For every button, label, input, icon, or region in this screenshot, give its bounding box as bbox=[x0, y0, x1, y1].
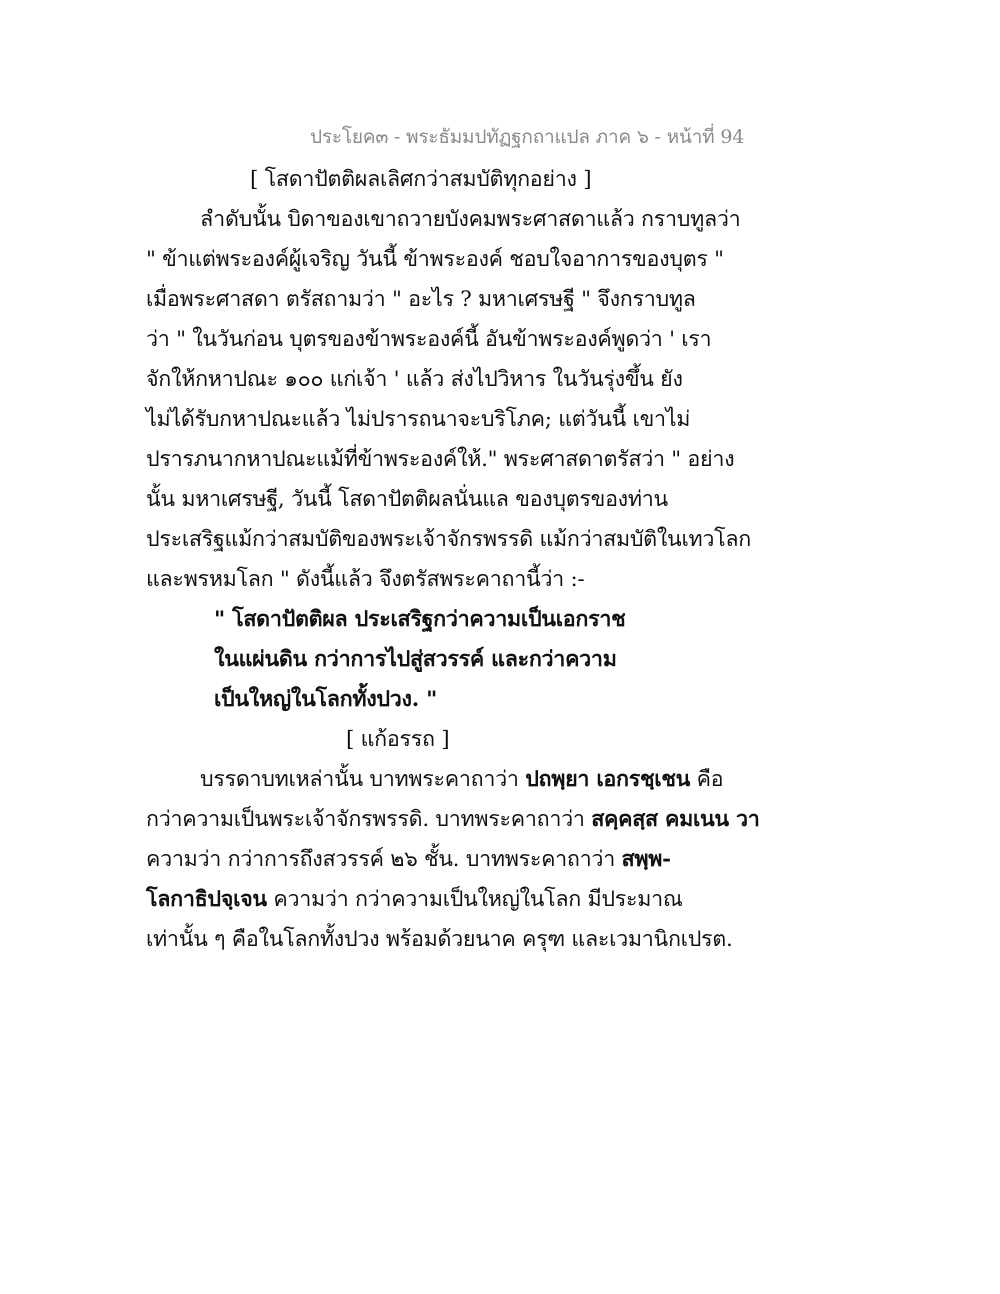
text-run: ความว่า กว่าความเป็นใหญ่ในโลก มีประมาณ bbox=[266, 887, 683, 912]
text-run: ความว่า กว่าการถึงสวรรค์ ๒๖ ชั้น. บาทพระคาถาว่า bbox=[146, 847, 622, 872]
paragraph-line: ว่า " ในวันก่อน บุตรของข้าพระองค์นี้ อันข้าพระองค์พูดว่า ' เรา bbox=[146, 327, 712, 352]
paragraph-line bbox=[200, 762, 723, 796]
paragraph-line: และพรหมโลก " ดังนี้แล้ว จึงตรัสพระคาถานี้ว่า :- bbox=[146, 567, 585, 592]
subheading: [ แก้อรรถ ] bbox=[346, 727, 450, 752]
running-header: ประโยค๓ - พระธัมมปทัฏฐกถาแปล ภาค ๖ - หน้าที่ 94 bbox=[310, 126, 745, 148]
paragraph-line: ปรารภนากหาปณะแม้ที่ข้าพระองค์ให้." พระศาสดาตรัสว่า " อย่าง bbox=[146, 447, 735, 472]
paragraph-line bbox=[146, 842, 671, 876]
paragraph-line bbox=[146, 802, 760, 836]
pali-term: ปถพฺยา เอกรชฺเชน bbox=[525, 767, 691, 792]
text-run: คือ bbox=[690, 767, 724, 792]
verse-line: ในแผ่นดิน กว่าการไปสู่สวรรค์ และกว่าความ bbox=[214, 647, 617, 672]
paragraph-line: เท่านั้น ๆ คือในโลกทั้งปวง พร้อมด้วยนาค ครุฑ และเวมานิกเปรต. bbox=[146, 927, 733, 952]
paragraph-line: เมื่อพระศาสดา ตรัสถามว่า " อะไร ? มหาเศรษฐี " จึงกราบทูล bbox=[146, 287, 696, 312]
pali-term: โลกาธิปจฺเจน bbox=[146, 887, 267, 912]
text-run: บรรดาบทเหล่านั้น บาทพระคาถาว่า bbox=[200, 767, 526, 792]
paragraph-line: " ข้าแต่พระองค์ผู้เจริญ วันนี้ ข้าพระองค์ ชอบใจอาการของบุตร " bbox=[146, 247, 724, 272]
paragraph-line: ประเสริฐแม้กว่าสมบัติของพระเจ้าจักรพรรดิ แม้กว่าสมบัติในเทวโลก bbox=[146, 527, 751, 552]
verse-line: " โสดาปัตติผล ประเสริฐกว่าความเป็นเอกราช bbox=[214, 607, 626, 632]
pali-term: สพฺพ- bbox=[621, 847, 671, 872]
paragraph-line: ไม่ได้รับกหาปณะแล้ว ไม่ปรารถนาจะบริโภค; แต่วันนี้ เขาไม่ bbox=[146, 407, 691, 432]
paragraph-line bbox=[146, 882, 683, 916]
pali-term: สคฺคสฺส คมเนน วา bbox=[591, 807, 760, 832]
paragraph-line: ลำดับนั้น บิดาของเขาถวายบังคมพระศาสดาแล้ว กราบทูลว่า bbox=[200, 207, 741, 232]
verse-line: เป็นใหญ่ในโลกทั้งปวง. " bbox=[214, 687, 437, 712]
section-heading: [ โสดาปัตติผลเลิศกว่าสมบัติทุกอย่าง ] bbox=[250, 167, 592, 192]
text-run: กว่าความเป็นพระเจ้าจักรพรรดิ. บาทพระคาถาว่า bbox=[146, 807, 592, 832]
paragraph-line: นั้น มหาเศรษฐี, วันนี้ โสดาปัตติผลนั่นแล ของบุตรของท่าน bbox=[146, 487, 668, 512]
paragraph-line: จักให้กหาปณะ ๑๐๐ แก่เจ้า ' แล้ว ส่งไปวิหาร ในวันรุ่งขึ้น ยัง bbox=[146, 367, 683, 392]
